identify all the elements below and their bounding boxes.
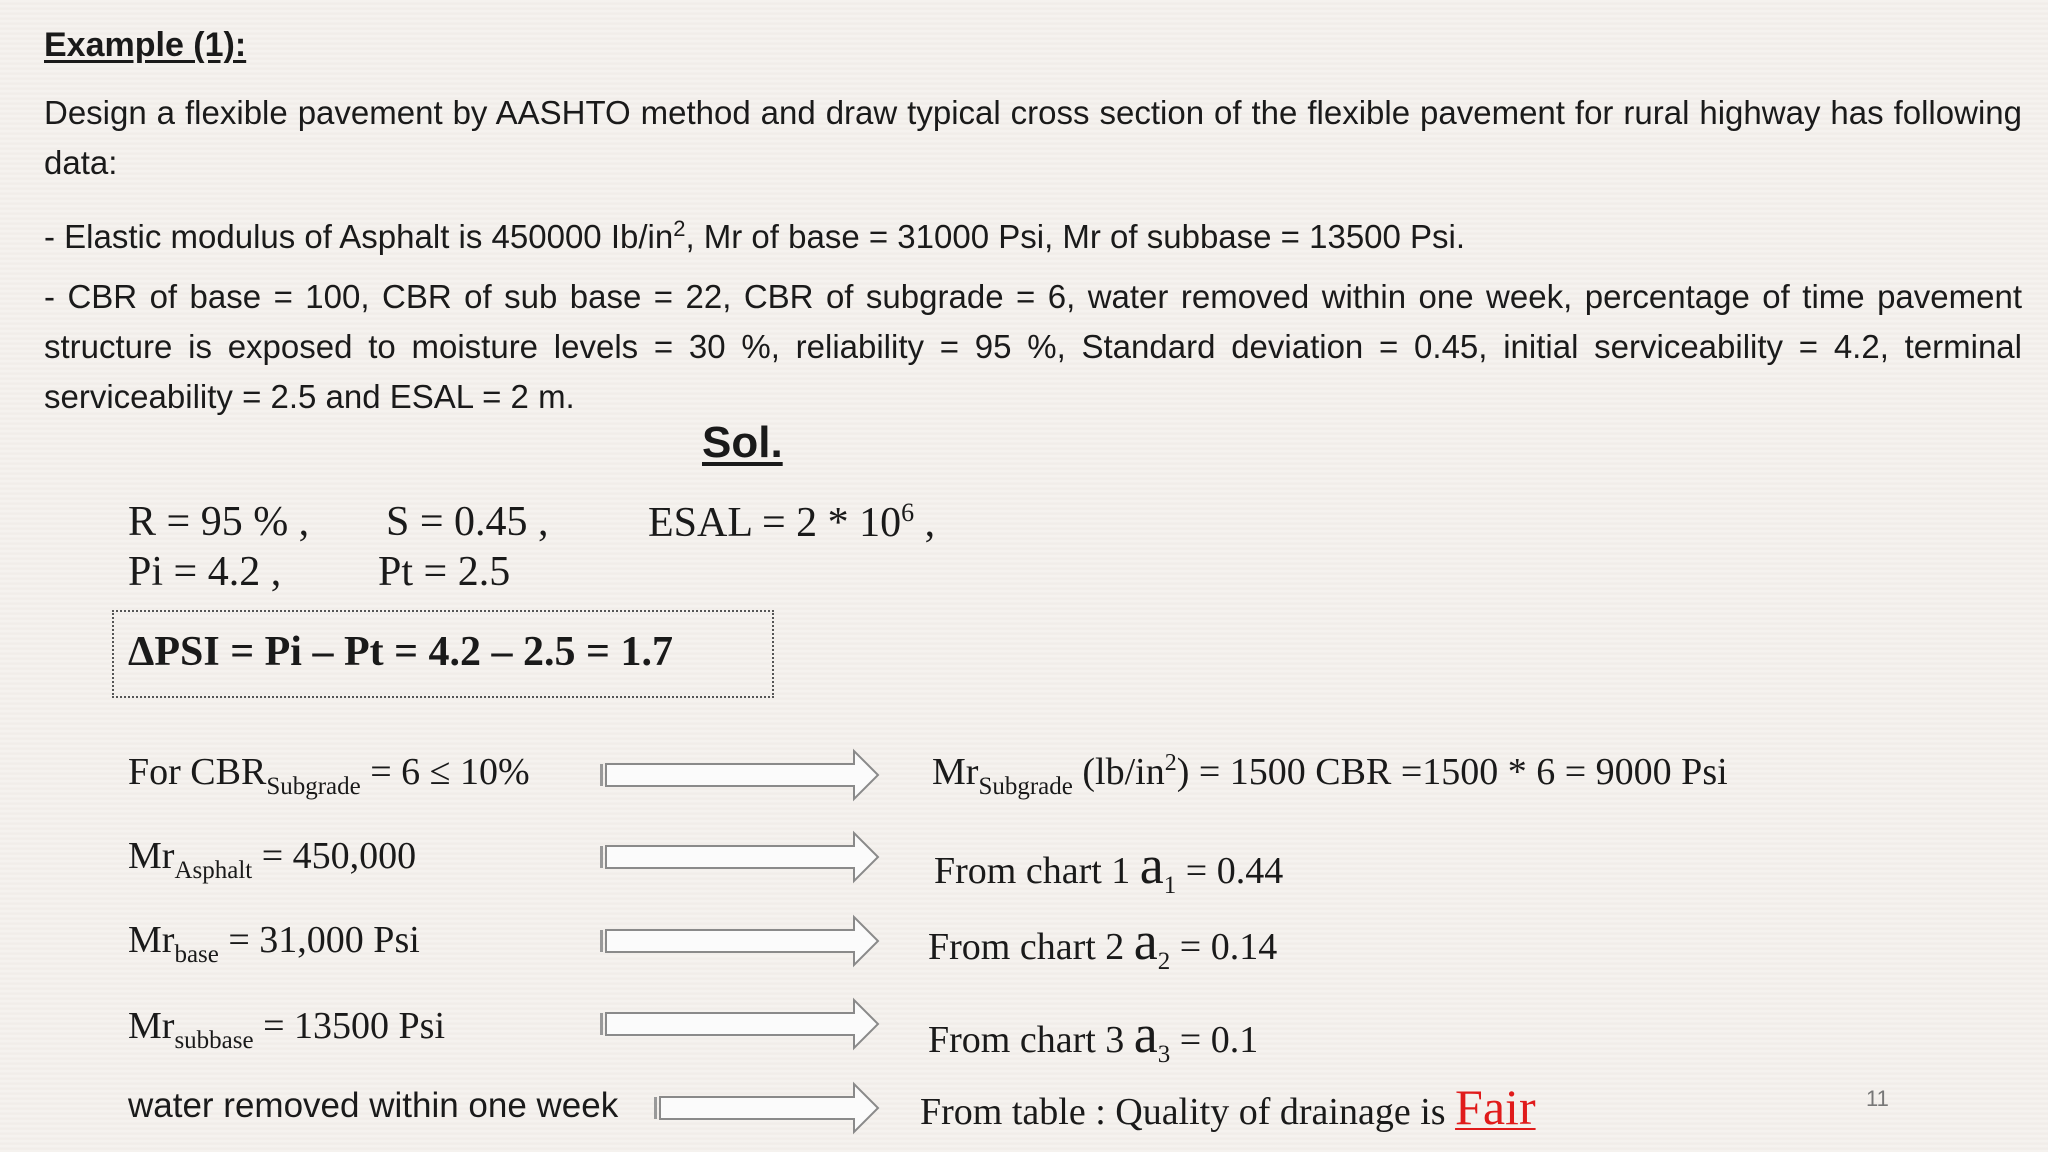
layer-coefficient-a3 [928, 1003, 1258, 1069]
solution-label: Sol. [702, 418, 783, 467]
arrow-right-icon [650, 1080, 882, 1136]
a3-sub: 3 [1157, 1041, 1171, 1068]
layer-coefficient-a1 [934, 834, 1283, 900]
mr-subgrade-result [932, 750, 1728, 801]
given-terminal-serviceability: Pt = 2.5 [378, 549, 511, 595]
drainage-result-pre: From table : Quality of drainage is [920, 1091, 1456, 1133]
layer-coefficient-a2 [928, 910, 1277, 976]
page-number: 11 [1866, 1086, 1889, 1111]
arrow-right-icon [596, 996, 882, 1052]
given-esal [648, 498, 935, 547]
mr-base-value [128, 918, 420, 969]
mr-asphalt-value [128, 834, 416, 885]
drainage-condition: water removed within one week [128, 1086, 619, 1125]
data-line-moduli-part1: - Elastic modulus of Asphalt is 450000 Ib/in [44, 218, 674, 255]
delta-psi-equation: ΔPSI = Pi – Pt = 4.2 – 2.5 = 1.7 [128, 629, 673, 675]
mr-subgrade-mid: (lb/in [1072, 751, 1165, 793]
example-heading: Example (1): [44, 26, 247, 64]
a3-symbol: a [1133, 1004, 1158, 1064]
a1-pre: From chart 1 [934, 850, 1140, 892]
given-esal-pre: ESAL = 2 * 10 [648, 500, 902, 546]
arrow-right-icon [596, 747, 882, 803]
data-line-moduli-sup: 2 [673, 216, 686, 241]
mr-subbase-value [128, 1004, 445, 1055]
drainage-quality-fair: Fair [1455, 1079, 1536, 1135]
asphalt-left-post: = 450,000 [252, 835, 417, 877]
a3-pre: From chart 3 [928, 1019, 1134, 1061]
a2-post: = 0.14 [1170, 926, 1278, 968]
asphalt-left-sub: Asphalt [174, 857, 253, 884]
cbr-left-pre: For CBR [128, 751, 267, 793]
a3-post: = 0.1 [1170, 1019, 1259, 1061]
base-left-pre: Mr [128, 919, 175, 961]
data-line-parameters: - CBR of base = 100, CBR of sub base = 22, CBR of subgrade = 6, water removed within one week, percentage of time pavement structure is exposed to moisture levels = 30 %, reliability = 95 %, Standard deviation = 0.45, initial serviceability = 4.2, terminal serviceability = 2.5 and ESAL = 2 m. [44, 278, 2022, 415]
base-left-sub: base [174, 941, 219, 968]
arrow-right-icon [596, 829, 882, 885]
given-std-deviation: S = 0.45 , [386, 499, 549, 545]
drainage-quality-result [920, 1078, 1536, 1136]
cbr-left-sub: Subgrade [266, 773, 361, 800]
given-esal-post: , [914, 500, 936, 546]
base-left-post: = 31,000 Psi [218, 919, 420, 961]
cbr-left-post: = 6 ≤ 10% [360, 751, 530, 793]
a2-symbol: a [1133, 911, 1158, 971]
a2-sub: 2 [1157, 948, 1171, 975]
mr-subgrade-sub: Subgrade [978, 773, 1073, 800]
subbase-left-post: = 13500 Psi [253, 1005, 446, 1047]
asphalt-left-pre: Mr [128, 835, 175, 877]
given-esal-sup: 6 [901, 498, 915, 527]
given-initial-serviceability: Pi = 4.2 , [128, 549, 282, 595]
a1-post: = 0.44 [1176, 850, 1284, 892]
intro-paragraph: Design a flexible pavement by AASHTO method and draw typical cross section of the flexible pavement for rural highway has following data: [44, 94, 2022, 181]
subbase-left-sub: subbase [174, 1027, 254, 1054]
a2-pre: From chart 2 [928, 926, 1134, 968]
a1-sub: 1 [1163, 872, 1177, 899]
cbr-subgrade-condition [128, 750, 530, 801]
mr-subgrade-sup: 2 [1164, 750, 1177, 776]
mr-subgrade-pre: Mr [932, 751, 979, 793]
data-line-moduli [44, 204, 2022, 262]
mr-subgrade-post: ) = 1500 CBR =1500 * 6 = 9000 Psi [1176, 751, 1728, 793]
given-reliability: R = 95 % , [128, 499, 310, 545]
a1-symbol: a [1139, 835, 1164, 895]
subbase-left-pre: Mr [128, 1005, 175, 1047]
arrow-right-icon [596, 913, 882, 969]
data-line-moduli-part2: , Mr of base = 31000 Psi, Mr of subbase = 13500 Psi. [685, 218, 1466, 255]
